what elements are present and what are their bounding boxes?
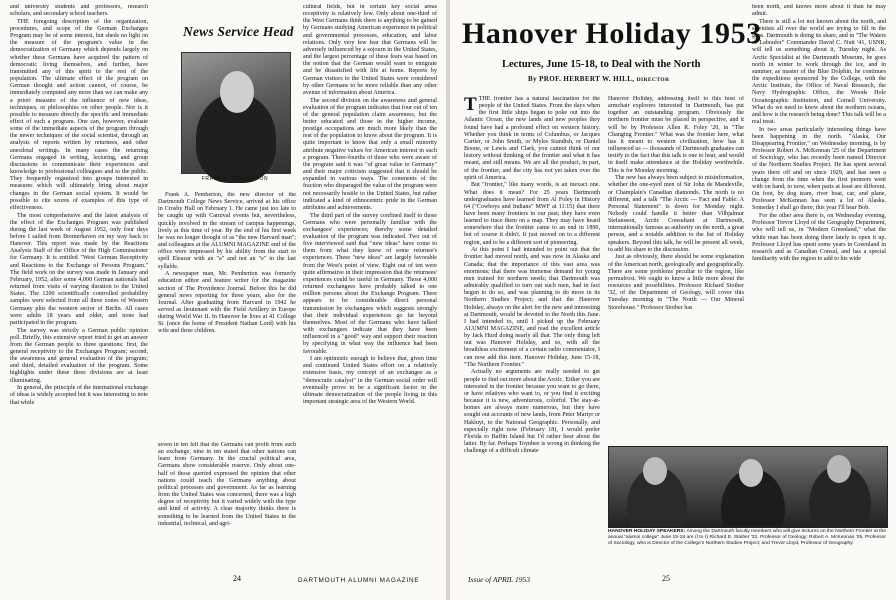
caption-text: Among the Dartmouth faculty members who will give lectures on the Northern Frontier at the annual "alumni college" June 15-18 are (l to r) Richard E. Stoiber '32, Professor of Geology; Robert A. McKennan '25, Professor of Sociology, who is Director of the College's Northern Studies Project; and Trevor Lloyd, Professor of Geography. <box>608 529 886 546</box>
paragraph: The most comprehensive and the latest analysis of the effect of the Exchanges Program was published during the last week of August 1952, only four days before I sailed from Bremerhaven on my way back to Hanover. This report was made by the Reactions Analysis Staff of the Office of the High Commissioner for Germany. It is entitled "West German Receptivity and Reactions to the Exchange of Persons Program." The field work on the survey was made in January and February, 1952, after some 4,000 German nationals had returned from visits of varying duration to the United States. The 1200 scientifically controlled probability samples were selected from all three zones of Western Germany plus the western sector of Berlin. All cases were adults 18 years and older, and none had participated in the program. <box>10 212 148 326</box>
paragraph: seven in ten felt that the Germans can profit from such an exchange, nine in ten stated that other nations can learn from Germany. In the crucial political area, Germans show considerable reserve. Only about one-half of those queried expressed the opinion that other nations could teach the Germans anything about political processes and government. As far as learning from the United States was concerned, there was a high degree of receptivity but it varied widely with the type and kind of activity. A clear majority thinks there is something to be learned from the United States in the industrial, technical, and agri- <box>158 442 296 527</box>
paragraph: Just as obviously, there should be some explanation of the American north, geologically and geographically. There are some problems peculiar to the region, like permafrost. We ought to know a little more about the resources and possibilities. Professor Richard Stoiber '32, of the Department of Geology, will cover this Tuesday morning in "The North — Our Mineral Storehouse." Professor Stoiber has <box>608 254 744 311</box>
paragraph <box>464 96 600 182</box>
paragraph: At this point I had intended to point out that the frontier had moved north, and was now in Alaska and Canada; that the importance of this vast area was enormous; that there was immense demand for young men trained for northern needs; that Dartmouth was admirably qualified to turn out such men, had in fact begun to do so, and was planning to do more in its Northern Studies Project; and that the Hanover Holiday, always on the alert for the new and interesting at Dartmouth, would be devoted to the North this June. I had intended to, until I picked up the February ALUMNI MAGAZINE, and read the excellent article by Jack Hurd doing nearly all that. The only thing left out was Hanover Holiday, and so, with all the breathless excitement of a certain radio commentator, I can now add this item. Hanover Holiday, June 15-18, "The Northern Frontier." <box>464 247 600 368</box>
paragraph: been north, and knows more about it than he may admit. <box>752 4 886 18</box>
right-page <box>450 0 896 600</box>
paragraph: For the other area there is, on Wednesday evening, Professor Trevor Lloyd of the Geography Department, who will tell us, in "Modern Greenland," what the white man has been doing there lately to open it up. Professor Lloyd has spent some years in Greenland in research and as Canadian Consul, and has a special familiarity with the region to add to his wide <box>752 213 886 262</box>
article-byline <box>528 75 669 83</box>
paragraph: cultural fields, but in certain key social areas receptivity is relatively low. Only about one-third of the West Germans think there is anything to be gained by Germans studying American experience in political and governmental processes, education, and labor relations. Only very few fear that Germans will be adversely influenced by a sojourn in the United States, and the largest percentage of these fears was based on the notion that the German would want to emigrate and be dissatisfied with life at home. Reports by German visitors to the United States were considered by other Germans to be more reliable than any other avenue of information about America. <box>303 4 437 96</box>
article-subtitle: Lectures, June 15-18, to Deal with the North <box>502 59 701 70</box>
left-page <box>0 0 446 600</box>
paragraph: THE foregoing description of the organization, procedures, and scope of the German Exchanges Program may be of some interest, but sheds no light on the measure of the program's value in the democratization of Germany which depends largely on whether these Germans have acquired the pattern of democratic living themselves, and further, have transmitted any of this spirit to the rest of the population. The ultimate effect of the program on German thought and action cannot, of course, be immediately computed any more than we can make any a priori measure of the influence of new ideas, techniques, or philosophies on other people. Nor is it possible to measure directly the specific and immediate effect of such a program. One can, however, evaluate some of the immediate aspects of the program through the newer techniques of the social scientist, through an analysis of reports written by returnees, and other anecdotal writings. In many cases the returning Germans engaged in writing, lecturing, and group discussions to communicate their experiences and knowledge to professional colleagues and to the public. They frequently organized into groups interested in measures which will ultimately bring about major changes in the German social system. It would be possible to cite scores of examples of this type of effectiveness. <box>10 18 148 211</box>
paragraph: There is still a lot not known about the north, and scientists all over the world are trying to fill in the gaps. Dartmouth is doing its share, and in "The Waters of Labrador" Commander David C. Nutt '41, USNR, will tell us something about it, Tuesday night. As Arctic Specialist at the Dartmouth Museum, he goes north in winter to work through the ice, and in summer, as master of the Blue Dolphin, he continues the expeditions sponsored by the College, with the Arctic Institute, the Office of Naval Research, the Navy Hydrographic Office, the Woods Hole Oceanographic Institution, and Cornell University. What do we need to know about the northern oceans, and how is the research being done? This talk will be a real treat. <box>752 18 886 125</box>
paragraph: and university students and professors, research scholars, and secondary school teachers. <box>10 4 148 18</box>
paragraph: The new has always been subject to misinformation, whether the one-eyed men of Sir John de Mandeville, or Champlain's Canadian diamonds. The north is no different, and a talk "The Arctic — Fact and Fable: A Personal Statement" is down for Monday night. Nobody could handle it better than Vilhjalmur Stefansson, Arctic Consultant at Dartmouth, internationally famous as authority on the north, a great person, and a notable addition to the list of Holiday speakers. Beyond this talk, he will be present all week, to add his share to the discussion. <box>608 175 744 253</box>
paragraph: I am optimistic enough to believe that, given time and continued United States effort on a relatively extensive basis, my concept of an exchangee as a "democratic catalyst" in the German social order will eventually prove to be a significant factor in the ultimate democratization of the people living in this important strategic area of the Western World. <box>303 356 437 406</box>
paragraph: In general, the principle of the international exchange of ideas is widely accepted but it was interesting to note that while <box>10 385 148 406</box>
left-column-2-bio <box>158 192 296 434</box>
news-service-heading: News Service Head <box>183 24 294 39</box>
paragraph-text: THE frontier has a natural fascination for the people of the United States. From the days when the first little ships began to poke out into the Atlantic Ocean, the new lands and new peoples they found have had a profound effect on western history. Whether you think in terms of Columbus, or Jacques Cartier, or John Smith, or Myles Standish, or Daniel Boone, or Lewis and Clark, you cannot think of our history without thinking of the frontier and what it has meant, and still means. We are all the product, in part, of the frontier, and the city has not yet taken over the spirit of America. <box>464 96 600 181</box>
left-page-number: 24 <box>233 574 241 583</box>
paragraph: The survey was strictly a German public opinion poll. Briefly, this extensive report tried to get an answer from the German people to three questions: first, the general receptivity to the Exchanges Program; second, the awareness and general evaluation of the program; and third, detailed evaluation of the program. Some highlights under these three divisions are at least illuminating. <box>10 327 148 384</box>
speaker-face-right <box>827 455 851 483</box>
right-column-3 <box>752 4 886 438</box>
right-column-2 <box>608 96 744 440</box>
paragraph: The third part of the survey confined itself to those Germans who were personally familiar with the exchangees' experiences; thereby some detailed evaluation of the program was indicated. Two out of five interviewed said that "new ideas" have come to them from what they knew of some returnee's experiences. These "new ideas" are largely favorable from the West's point of view. Eight out of ten were quite affirmative in their impression that the returnees' experiences could be useful in Germany. Those 4,000 returned exchangees have probably talked to one million persons about the Exchange Program. There appears to be considerable direct personal transmission by exchangees which suggests strongly that their individual experiences go far beyond themselves. Most of the Germans who have talked with exchangees indicate that they have been influenced in a "good" way and support their reaction by specifying in what way the influence had been favorable. <box>303 212 437 355</box>
article-title: Hanover Holiday 1953 <box>462 17 762 50</box>
paragraph: Actually no arguments are really needed to get people to find out more about the Arctic. Either you are interested in the frontier because you want to go there, or have relatives who want to, or you find it exciting because it is new, adventurous, colorful. The stay-at-homes are always more numerous, but they have sought out accounts of new lands, from Peter Martyr or Hakluyt, to the National Geographic. Personally, and especially right now (February 18), I would prefer Florida to Baffin Island but I'd rather hear about the latter. By far. Perhaps Toynbee is wrong in thinking the challenge of a difficult climate <box>464 369 600 455</box>
caption-lead: HANOVER HOLIDAY SPEAKERS: <box>608 529 686 534</box>
right-column-1 <box>464 96 600 570</box>
paragraph: Frank A. Pemberton, the new director of the Dartmouth College News Service, arrived at his office in Crosby Hall on February 1. He came just too late to be caught up with Carnival events but, nevertheless, quickly involved in the stream of campus happenings, lively at this time of year. By the end of his first week he was no longer thought of as "the new Harvard man"; and colleagues at the ALUMNI MAGAZINE end of the office were impressed by his ability from the start to spell Eleazar with an "a" and not an "e" in the last syllable. <box>158 192 296 270</box>
paragraph: In two areas particularly interesting things have been happening in the north. "Alaska, Our Disappearing Frontier," on Wednesday morning, is by Professor Robert A. McKennan '25 of the Department of Sociology, who has recently been named Director of the Northern Studies Project. He has spent several years there off and on since 1929, and has seen a change from the time when the first pioneers went with on hand, to now, when parts at least are different. On foot, by dog team, river boat, car, and plane, Professor McKennan has seen a lot of Alaska. Someday I shall go there; this year I'll hear Bob. <box>752 126 886 212</box>
left-column-1 <box>10 4 148 570</box>
byline-author: By PROF. HERBERT W. HILL, <box>528 75 635 83</box>
speakers-photo <box>608 446 888 528</box>
speakers-photo-caption <box>608 529 886 547</box>
magazine-name-footer: DARTMOUTH ALUMNI MAGAZINE <box>298 577 420 584</box>
right-page-number: 25 <box>662 574 670 583</box>
pemberton-portrait-photo <box>181 52 291 174</box>
left-column-3 <box>303 4 437 570</box>
paragraph: Hanover Holiday, addressing itself to this host of armchair explorers interested in Dartmouth, has put together an outstanding program. Obviously the northern frontier must be placed in perspective, and it will be by Professor Allen R. Foley '20, in "The Changing Frontier." What was the frontier here, what has it meant to western civilization, how has it influenced us — thousands of Dartmouth graduates can testify to the fact that this talk is one to hear, and would in itself make attendance at the Holiday worthwhile. This is for Monday morning. <box>608 96 744 174</box>
portrait-caption: FRANK A. PEMBERTON <box>201 176 269 182</box>
speaker-face-center <box>739 459 763 487</box>
portrait-face <box>220 71 254 113</box>
byline-role: DIRECTOR <box>636 77 670 83</box>
issue-footer: Issue of APRIL 1953 <box>468 575 531 584</box>
paragraph: A newspaper man, Mr. Pemberton was formerly education editor and feature writer for the magazine section of The Providence Journal. Before this he did general news reporting for three years, also for the Journal. After graduating from Harvard in 1942 he served as lieutenant with the Field Artillery in Europe during World War II. In Hanover he lives at 41 College St. (once the home of President Nathan Lord) with his wife and three children. <box>158 271 296 335</box>
left-column-2-continued <box>158 442 296 570</box>
paragraph: But "frontier," like many words, is an inexact one. What does it mean? For 25 years Dartmouth undergraduates have learned from Al Foley in History 64 ("Cowboys and Indians" MWF at 11:15) that there have been many frontiers in our past; they have even learned to trace them on a map. They may have heard somewhere that the frontier came to an end in 1890, but of course it didn't. It just moved on to a different region, and to be a different sort of pioneering. <box>464 182 600 246</box>
drop-cap-t: T <box>464 96 477 115</box>
speaker-face-left <box>643 457 667 485</box>
paragraph: The second division on the awareness and general evaluation of the program indicates that four out of ten of the general population claim awareness, but the better educated and those in the higher income, prestige occupations are much more likely than the rest of the population to know about the program. It is quite important to know that only a small minority attribute negative values for American interest in such a program. Three-fourths of those who were aware of the program said it was "of great value to Germany" and their major criticism suggested that it should be expanded in various ways. The comments of the fraction who disparaged the value of the program were not necessarily hostile to the United States, but rather indicated a kind of ethnocentric pride in the German attributes and achievements. <box>303 97 437 211</box>
